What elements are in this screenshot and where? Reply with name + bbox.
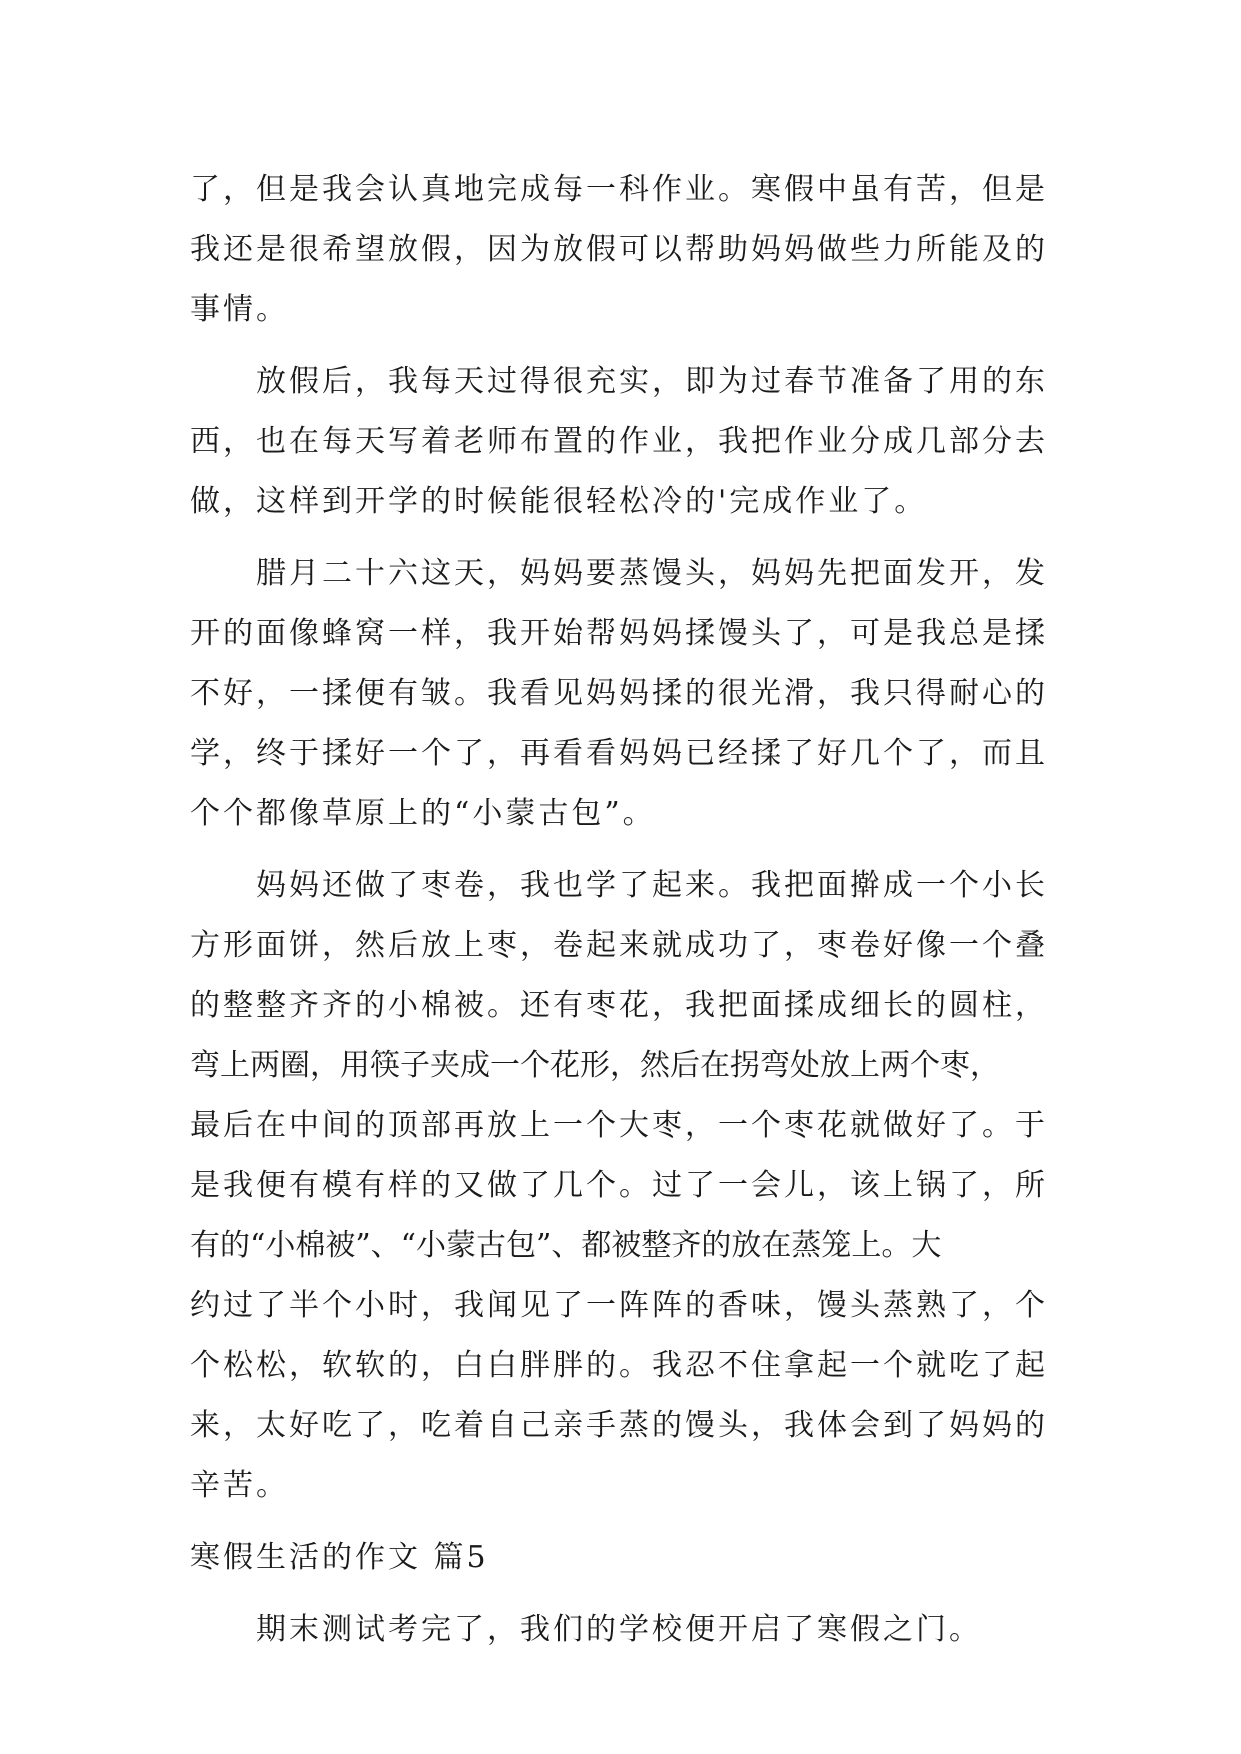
text-line: 个松松，软软的，白白胖胖的。我忍不住拿起一个就吃了起 — [190, 1348, 1048, 1383]
text-line: 期末测试考完了，我们的学校便开启了寒假之门。 — [256, 1612, 982, 1647]
text-line: 我还是很希望放假，因为放假可以帮助妈妈做些力所能及的 — [190, 232, 1048, 267]
text-line: 不好，一揉便有皱。我看见妈妈揉的很光滑，我只得耐心的 — [190, 676, 1048, 711]
text-line: 事情。 — [190, 292, 289, 327]
text-line: 的整整齐齐的小棉被。还有枣花，我把面揉成细长的圆柱， — [190, 988, 1048, 1023]
paragraph-2 — [190, 352, 1050, 532]
text-line: 个个都像草原上的“小蒙古包”。 — [190, 796, 656, 831]
paragraph-4 — [190, 856, 1050, 1516]
text-line: 做，这样到开学的时候能很轻松冷的'完成作业了。 — [190, 484, 928, 519]
text-line: 来，太好吃了，吃着自己亲手蒸的馒头，我体会到了妈妈的 — [190, 1408, 1048, 1443]
text-line: 西，也在每天写着老师布置的作业，我把作业分成几部分去 — [190, 424, 1048, 459]
text-line: 了，但是我会认真地完成每一科作业。寒假中虽有苦，但是 — [190, 172, 1048, 207]
text-line: 是我便有模有样的又做了几个。过了一会儿，该上锅了，所 — [190, 1168, 1048, 1203]
paragraph-5 — [190, 1600, 1050, 1660]
text-line: 约过了半个小时，我闻见了一阵阵的香味，馒头蒸熟了，个 — [190, 1288, 1048, 1323]
section-heading: 寒假生活的作文 篇5 — [190, 1540, 489, 1575]
paragraph-1 — [190, 160, 1050, 340]
text-line: 辛苦。 — [190, 1468, 289, 1503]
text-line: 有的“小棉被”、“小蒙古包”、都被整齐的放在蒸笼上。大 — [190, 1228, 942, 1263]
text-line: 弯上两圈，用筷子夹成一个花形，然后在拐弯处放上两个枣， — [190, 1048, 1000, 1083]
text-line: 妈妈还做了枣卷，我也学了起来。我把面擀成一个小长 — [256, 868, 1048, 903]
text-line: 开的面像蜂窝一样，我开始帮妈妈揉馒头了，可是我总是揉 — [190, 616, 1048, 651]
document-body — [190, 160, 1050, 1660]
text-line: 腊月二十六这天，妈妈要蒸馒头，妈妈先把面发开，发 — [256, 556, 1048, 591]
text-line: 学，终于揉好一个了，再看看妈妈已经揉了好几个了，而且 — [190, 736, 1048, 771]
text-line: 放假后，我每天过得很充实，即为过春节准备了用的东 — [256, 364, 1048, 399]
paragraph-3 — [190, 544, 1050, 844]
text-line: 方形面饼，然后放上枣，卷起来就成功了，枣卷好像一个叠 — [190, 928, 1048, 963]
text-line: 最后在中间的顶部再放上一个大枣，一个枣花就做好了。于 — [190, 1108, 1048, 1143]
